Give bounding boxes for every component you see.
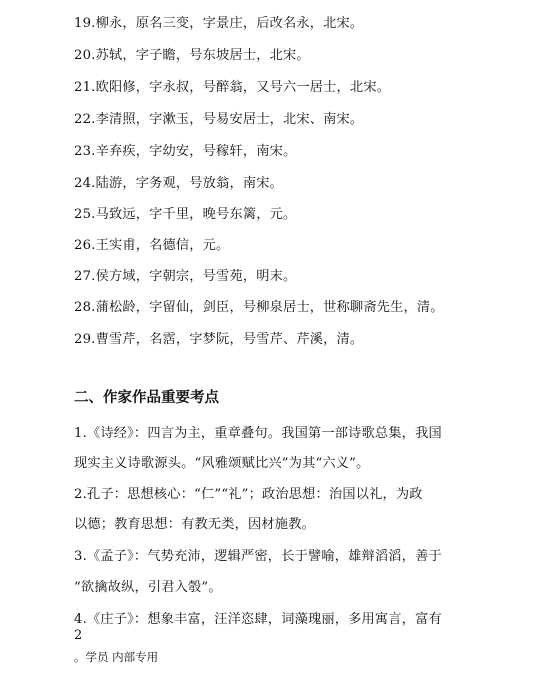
author-line: 20.苏轼，字子瞻，号东坡居士，北宋。 [74, 48, 310, 63]
author-line: 25.马致远，字千里，晚号东篱，元。 [74, 207, 297, 222]
point-line: 1.《诗经》：四言为主，重章叠句。我国第一部诗歌总集，我国 [74, 426, 442, 441]
point-line: 以德；教育思想：有教无类，因材施教。 [74, 517, 315, 532]
author-line: 23.辛弃疾，字幼安，号稼轩，南宋。 [74, 144, 297, 159]
point-line: 2.孔子：思想核心：“仁”“礼”；政治思想：治国以礼，为政 [74, 487, 423, 502]
author-line: 21.欧阳修，字永叔，号醉翁，又号六一居士，北宋。 [74, 80, 391, 95]
point-line: 现实主义诗歌源头。“风雅颂赋比兴”为其“六义”。 [74, 456, 370, 471]
author-line: 24.陆游，字务观，号放翁，南宋。 [74, 176, 283, 191]
author-line: 26.王实甫，名德信，元。 [74, 238, 230, 253]
author-line: 27.侯方域，字朝宗，号雪苑，明末。 [74, 269, 297, 284]
section-heading: 二、作家作品重要考点 [74, 390, 219, 406]
author-line: 22.李清照，字漱玉，号易安居士，北宋、南宋。 [74, 112, 364, 127]
point-line: 3.《孟子》：气势充沛，逻辑严密，长于譬喻，雄辩滔滔，善于 [74, 549, 442, 564]
point-line: “欲擒故纵，引君入彀”。 [74, 580, 222, 595]
page-number: 2 [74, 628, 83, 643]
point-line: 4.《庄子》：想象丰富，汪洋恣肆，词藻瑰丽，多用寓言，富有 [74, 612, 442, 627]
author-line: 29.曹雪芹，名霑，字梦阮，号雪芹、芹溪，清。 [74, 332, 364, 347]
author-line: 28.蒲松龄，字留仙，剑臣，号柳泉居士，世称聊斋先生，清。 [74, 300, 444, 315]
footer-text: 。学员 内部专用 [74, 650, 159, 664]
author-line: 19.柳永，原名三变，字景庄，后改名永，北宋。 [74, 16, 364, 31]
